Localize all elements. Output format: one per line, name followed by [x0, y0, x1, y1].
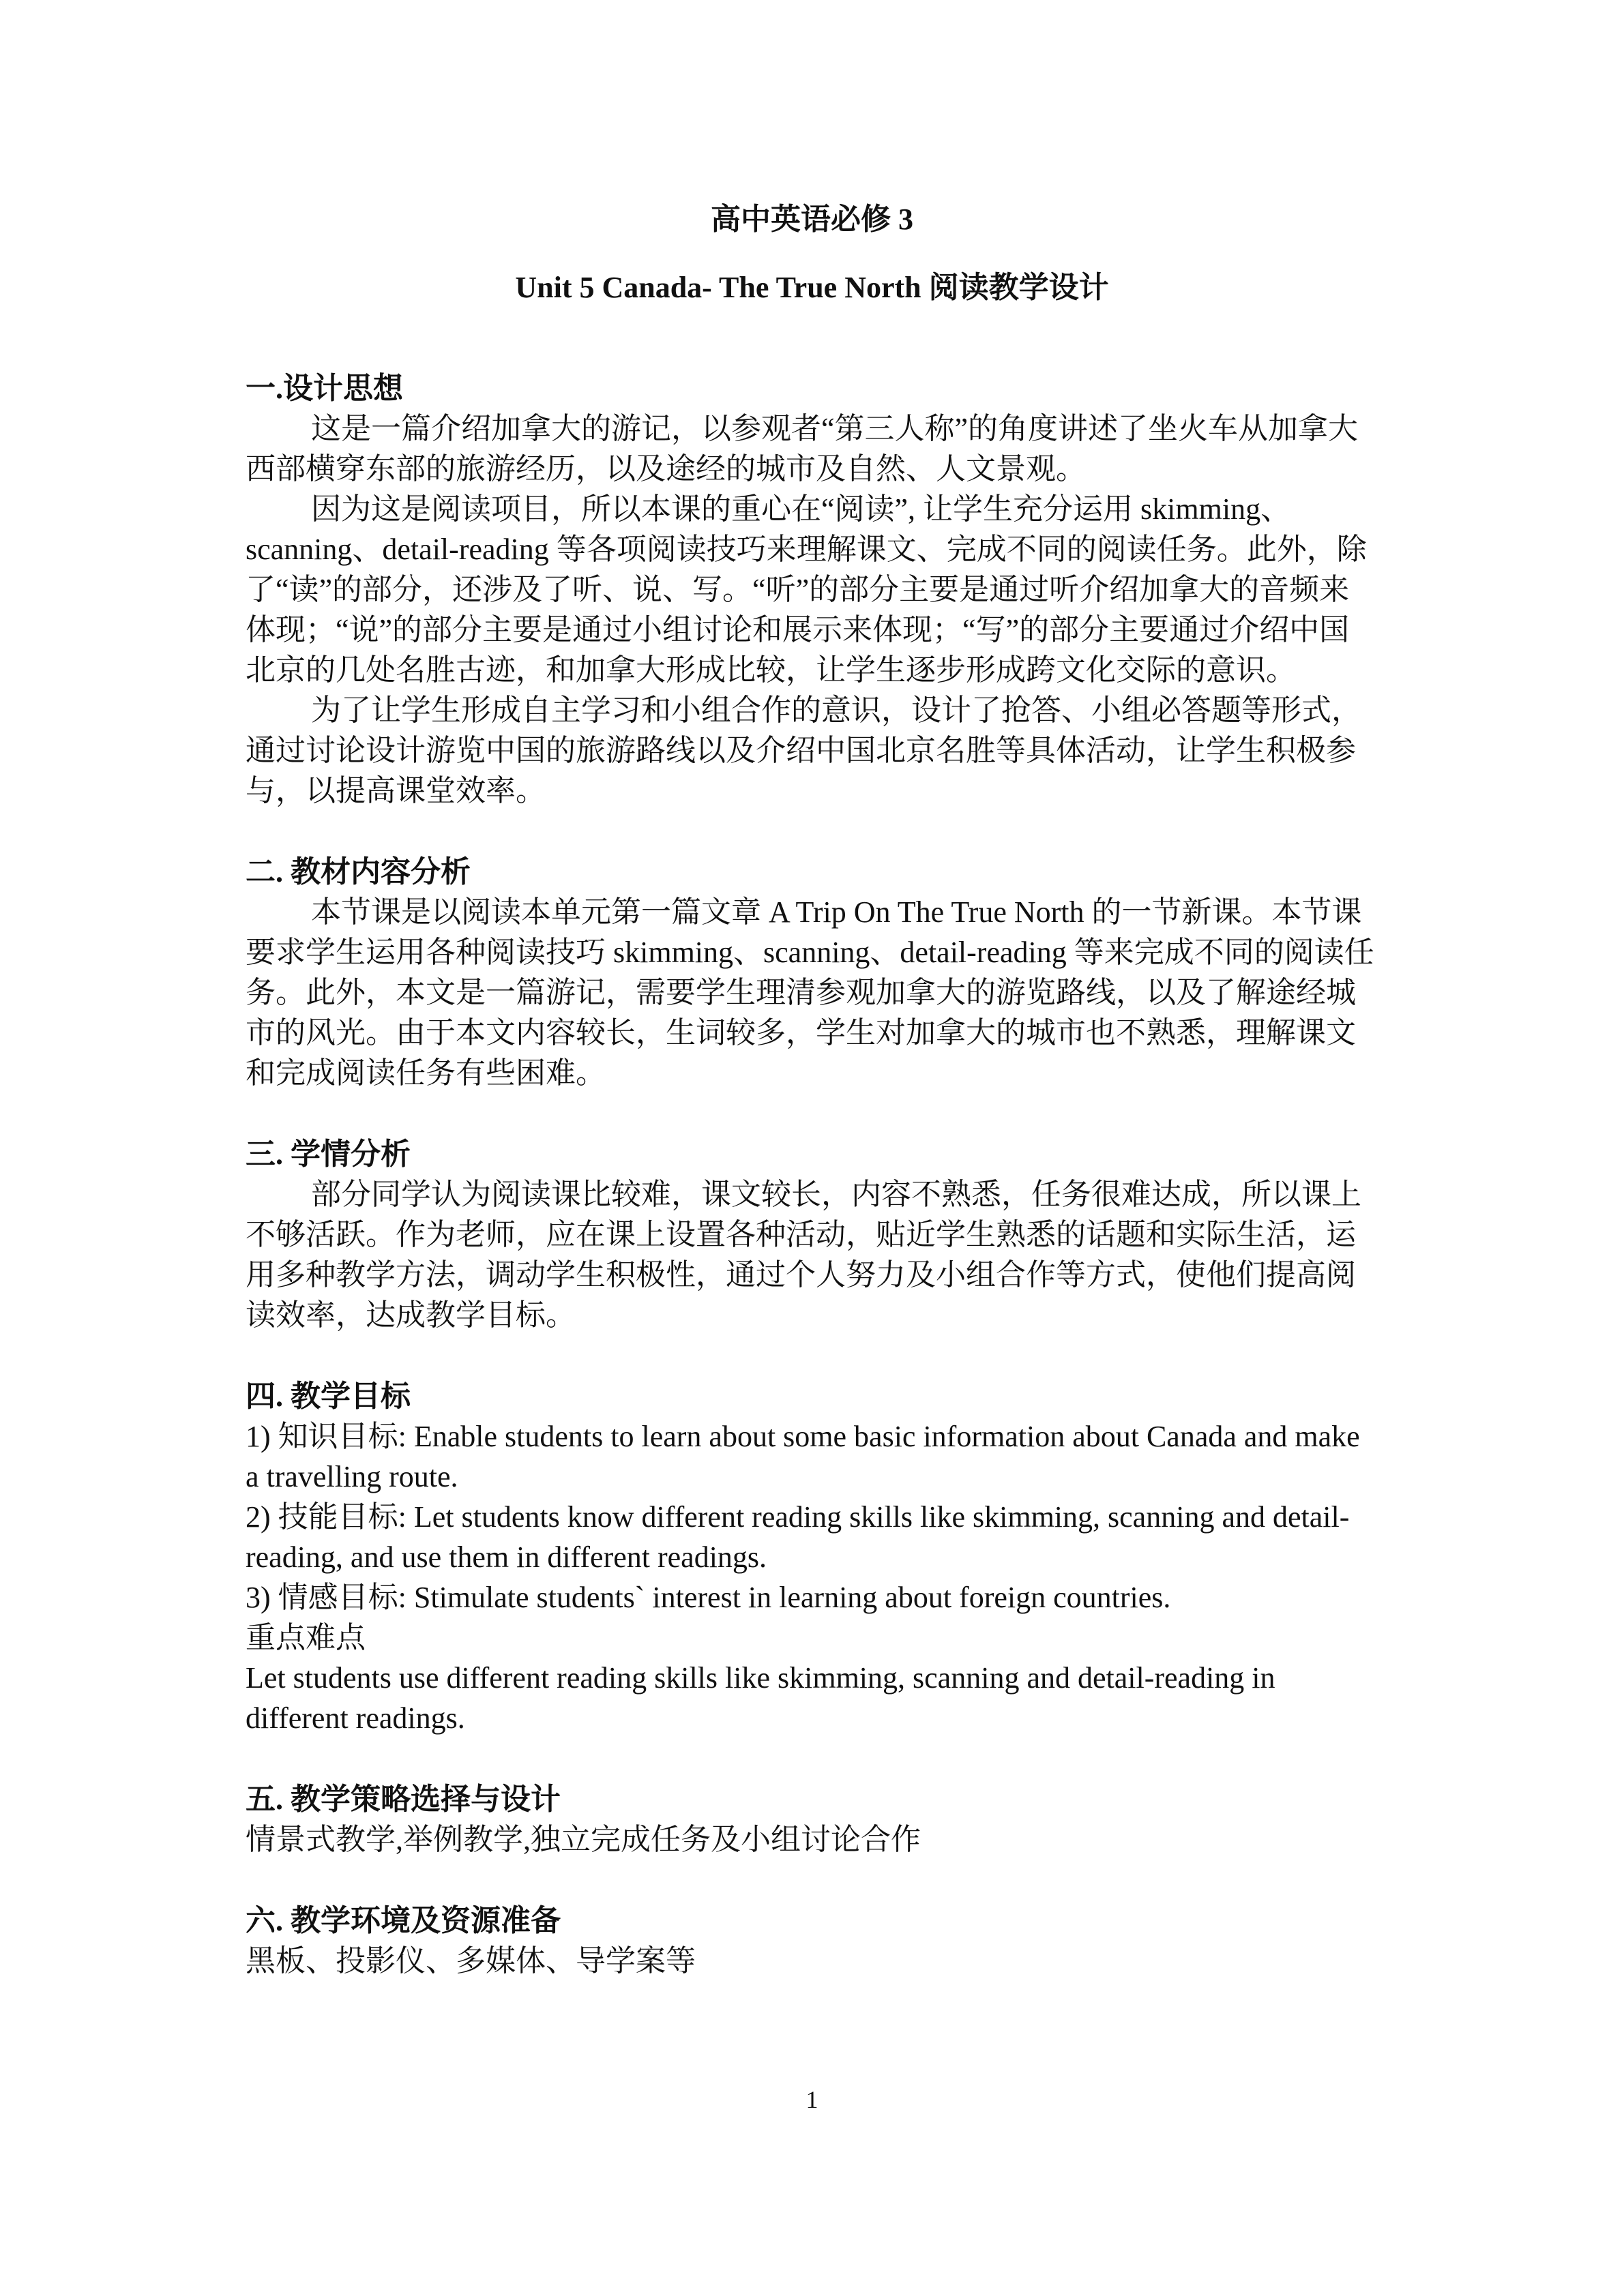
document-title: 高中英语必修 3 [711, 203, 913, 236]
paragraph: 因为这是阅读项目，所以本课的重心在“阅读”, 让学生充分运用 skimming、scanning、detail-reading 等各项阅读技巧来理解课文、完成不同的阅读任务。此外，除了“读”的部分，还涉及了听、说、写。“听”的部分主要是通过听介绍加拿大的音频来体现；“说”的部分主要是通过小组讨论和展示来体现；“写”的部分主要通过介绍中国北京的几处名胜古迹，和加拿大形成比较，让学生逐步形成跨文化交际的意识。 [246, 492, 1367, 687]
page-number: 1 [806, 2086, 818, 2113]
document-body [246, 368, 1378, 1981]
paragraph: 部分同学认为阅读课比较难，课文较长，内容不熟悉，任务很难达成，所以课上不够活跃。作为老师，应在课上设置各种活动，贴近学生熟悉的话题和实际生活，运用多种教学方法，调动学生积极性，通过个人努力及小组合作等方式，使他们提高阅读效率，达成教学目标。 [246, 1178, 1361, 1332]
document-subtitle: Unit 5 Canada- The True North 阅读教学设计 [515, 271, 1109, 304]
section-heading: 三. 学情分析 [246, 1137, 411, 1171]
paragraph: 这是一篇介绍加拿大的游记，以参观者“第三人称”的角度讲述了坐火车从加拿大西部横穿东部的旅游经历，以及途经的城市及自然、人文景观。 [246, 412, 1359, 486]
paragraph: 本节课是以阅读本单元第一篇文章 A Trip On The True North 的一节新课。本节课要求学生运用各种阅读技巧 skimming、scanning、detail-reading 等来完成不同的阅读任务。此外，本文是一篇游记，需要学生理清参观加拿大的游览路线，以及了解途经城市的风光。由于本文内容较长，生词较多，学生对加拿大的城市也不熟悉，理解课文和完成阅读任务有些困难。 [246, 895, 1374, 1090]
objective-line: 1) 知识目标: Enable students to learn about some basic information about Canada and make a travelling route. [246, 1420, 1360, 1493]
section-heading: 一.设计思想 [246, 372, 403, 405]
strategy-text: 情景式教学,举例教学,独立完成任务及小组讨论合作 [246, 1823, 921, 1856]
paragraph: 为了让学生形成自主学习和小组合作的意识，设计了抢答、小组必答题等形式，通过讨论设计游览中国的旅游路线以及介绍中国北京名胜等具体活动，让学生积极参与，以提高课堂效率。 [246, 694, 1361, 807]
objective-line: 3) 情感目标: Stimulate students` interest in learning about foreign countries. [246, 1581, 1171, 1614]
objective-line: 2) 技能目标: Let students know different reading skills like skimming, scanning and detail-reading, and use them in different readings. [246, 1500, 1350, 1574]
resources-text: 黑板、投影仪、多媒体、导学案等 [246, 1944, 696, 1978]
section-heading: 五. 教学策略选择与设计 [246, 1783, 561, 1816]
section-heading: 二. 教材内容分析 [246, 855, 471, 889]
key-points-text: Let students use different reading skills like skimming, scanning and detail-reading in different readings. [246, 1661, 1275, 1735]
section-heading: 四. 教学目标 [246, 1380, 411, 1413]
key-points-label: 重点难点 [246, 1621, 366, 1654]
section-heading: 六. 教学环境及资源准备 [246, 1904, 561, 1937]
